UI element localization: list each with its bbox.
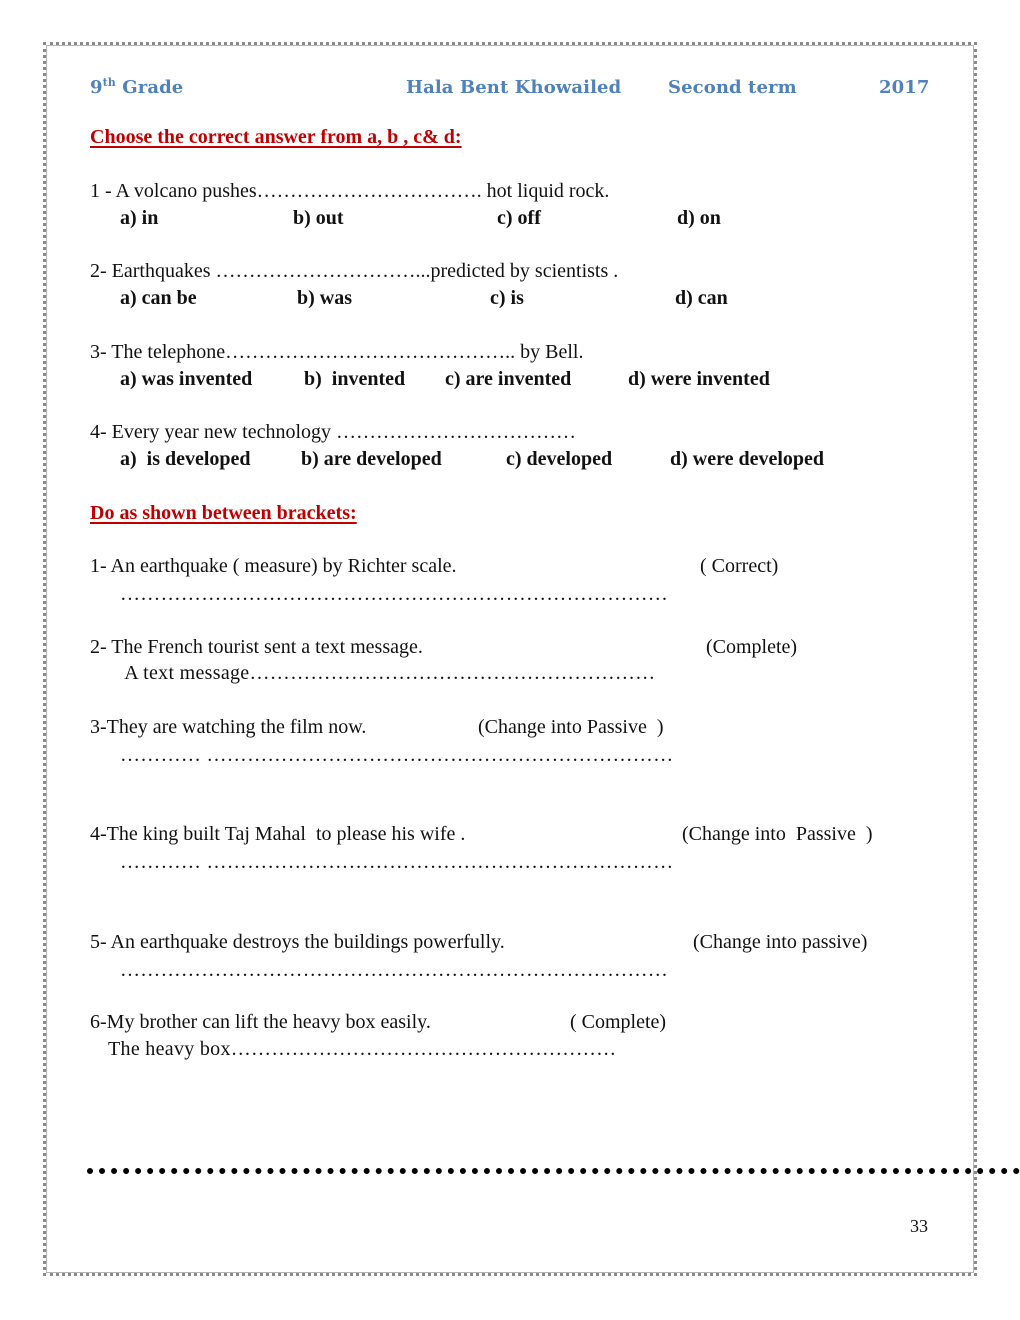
item-3-instruction: (Change into Passive ) (478, 716, 664, 738)
question-1-option-c: c) off (497, 207, 541, 229)
item-5-answer-line: ……………………………………………………………………… (120, 959, 669, 981)
question-3-stem: 3- The telephone…………………………………….. by Bell. (90, 341, 584, 363)
item-6-sentence: 6-My brother can lift the heavy box easily. (90, 1011, 431, 1033)
question-4-stem: 4- Every year new technology ……………………………… (90, 421, 577, 443)
question-2-option-c: c) is (490, 287, 524, 309)
item-2-instruction: (Complete) (706, 636, 798, 658)
item-5-instruction: (Change into passive) (693, 931, 868, 953)
grade-suffix: th (102, 76, 116, 89)
school-name: Hala Bent Khowailed (406, 77, 622, 98)
question-2-option-a: a) can be (120, 287, 197, 309)
dotted-separator (87, 1168, 1020, 1174)
section1-title: Choose the correct answer from a, b , c& d: (90, 126, 462, 148)
item-3-answer-line: ………… …………………………………………………………… (120, 744, 674, 766)
question-1-option-a: a) in (120, 207, 159, 229)
question-2-option-d: d) can (675, 287, 728, 309)
item-6-answer-line: The heavy box………………………………………………… (108, 1038, 617, 1060)
item-2-sentence: 2- The French tourist sent a text message. (90, 636, 423, 658)
question-3-option-d: d) were invented (628, 368, 770, 390)
item-3-sentence: 3-They are watching the film now. (90, 716, 367, 738)
question-1-option-d: d) on (677, 207, 721, 229)
question-1-option-b: b) out (293, 207, 344, 229)
grade-word: Grade (115, 77, 184, 98)
page-number: 33 (910, 1216, 928, 1236)
question-2-option-b: b) was (297, 287, 353, 309)
question-4-option-a: a) is developed (120, 448, 251, 470)
year-label: 2017 (879, 77, 930, 98)
question-1-stem: 1 - A volcano pushes……………………………. hot liquid rock. (90, 180, 610, 202)
question-4-option-c: c) developed (506, 448, 613, 470)
item-4-instruction: (Change into Passive ) (682, 823, 873, 845)
question-4-option-d: d) were developed (670, 448, 825, 470)
item-4-sentence: 4-The king built Taj Mahal to please his wife . (90, 823, 466, 845)
item-1-instruction: ( Correct) (700, 555, 779, 577)
term-label: Second term (668, 77, 797, 98)
question-2-stem: 2- Earthquakes …………………………...predicted by scientists . (90, 260, 619, 282)
question-3-option-c: c) are invented (445, 368, 572, 390)
item-6-instruction: ( Complete) (570, 1011, 667, 1033)
item-5-sentence: 5- An earthquake destroys the buildings powerfully. (90, 931, 505, 953)
question-4-option-b: b) are developed (301, 448, 442, 470)
grade-number: 9 (90, 77, 103, 98)
item-4-answer-line: ………… …………………………………………………………… (120, 851, 674, 873)
item-2-answer-line: A text message…………………………………………………… (120, 662, 656, 684)
question-3-option-a: a) was invented (120, 368, 253, 390)
item-1-sentence: 1- An earthquake ( measure) by Richter scale. (90, 555, 457, 577)
grade-label (90, 77, 183, 98)
section2-title: Do as shown between brackets: (90, 502, 357, 524)
item-1-answer-line: ……………………………………………………………………… (120, 583, 669, 605)
question-3-option-b: b) invented (304, 368, 406, 390)
